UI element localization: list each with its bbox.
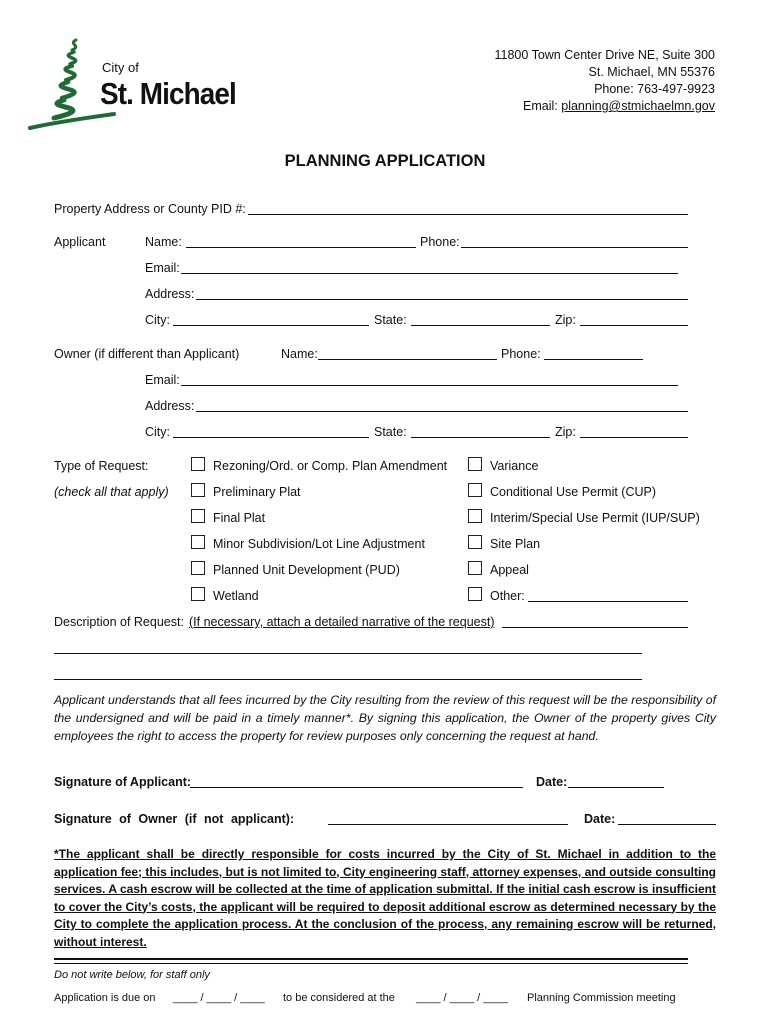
applicant-date-field[interactable] xyxy=(568,787,664,788)
checkbox-site-plan[interactable] xyxy=(468,535,482,549)
checkbox-appeal[interactable] xyxy=(468,561,482,575)
owner-email-field[interactable] xyxy=(181,385,678,386)
other-input-line[interactable] xyxy=(528,601,688,602)
option-variance-label: Variance xyxy=(490,459,539,473)
owner-signature-label: Signature of Owner (if not applicant): xyxy=(54,812,295,826)
logo-name: St. Michael xyxy=(100,76,236,111)
property-label: Property Address or County PID #: xyxy=(54,202,246,216)
applicant-phone-label: Phone: xyxy=(420,235,460,249)
description-hint: (If necessary, attach a detailed narrative of the request) xyxy=(189,615,495,629)
owner-email-label: Email: xyxy=(145,373,180,387)
checkbox-variance[interactable] xyxy=(468,457,482,471)
owner-city-field[interactable] xyxy=(173,437,369,438)
checkbox-final-plat[interactable] xyxy=(191,509,205,523)
option-other-label: Other: xyxy=(490,589,525,603)
checkbox-other[interactable] xyxy=(468,587,482,601)
owner-signature-field[interactable] xyxy=(328,824,568,825)
applicant-name-field[interactable] xyxy=(186,247,416,248)
option-iup-sup-label: Interim/Special Use Permit (IUP/SUP) xyxy=(490,511,700,525)
owner-state-label: State: xyxy=(374,425,407,439)
staff-due-label: Application is due on xyxy=(54,992,156,1004)
applicant-city-field[interactable] xyxy=(173,325,369,326)
owner-phone-label: Phone: xyxy=(501,347,541,361)
option-site-plan-label: Site Plan xyxy=(490,537,541,551)
acknowledgement-text: Applicant understands that all fees incurred by the City resulting from the review of this request will be the responsibility of the undersigned and will be paid in a timely manner*. By signing this application, the Owner of the property gives City employees the right to access the property for review purposes only concerning the request at hand. xyxy=(54,693,716,743)
staff-date-blank-1[interactable]: ____ / ____ / ____ xyxy=(173,992,265,1004)
contact-email-link[interactable]: planning@stmichaelmn.gov xyxy=(561,99,715,113)
applicant-zip-field[interactable] xyxy=(580,325,688,326)
option-minor-subdivision-label: Minor Subdivision/Lot Line Adjustment xyxy=(213,537,425,551)
applicant-state-field[interactable] xyxy=(411,325,550,326)
applicant-city-label: City: xyxy=(145,313,170,327)
checkbox-minor-subdivision[interactable] xyxy=(191,535,205,549)
property-input-line[interactable] xyxy=(248,214,688,215)
request-check-hint: (check all that apply) xyxy=(54,485,169,499)
owner-address-label: Address: xyxy=(145,399,195,413)
staff-date-blank-2[interactable]: ____ / ____ / ____ xyxy=(416,992,508,1004)
owner-zip-label: Zip: xyxy=(555,425,576,439)
applicant-state-label: State: xyxy=(374,313,407,327)
logo-city-of: City of xyxy=(102,60,139,75)
contact-block xyxy=(495,47,716,115)
checkbox-preliminary-plat[interactable] xyxy=(191,483,205,497)
description-label: Description of Request: xyxy=(54,615,184,629)
checkbox-wetland[interactable] xyxy=(191,587,205,601)
owner-name-label: Name: xyxy=(281,347,318,361)
owner-address-field[interactable] xyxy=(196,411,688,412)
applicant-name-label: Name: xyxy=(145,235,182,249)
owner-section-label: Owner (if different than Applicant) xyxy=(54,347,240,361)
option-appeal-label: Appeal xyxy=(490,563,529,577)
description-line-1[interactable] xyxy=(502,627,688,628)
option-pud-label: Planned Unit Development (PUD) xyxy=(213,563,400,577)
option-wetland-label: Wetland xyxy=(213,589,259,603)
option-rezoning-label: Rezoning/Ord. or Comp. Plan Amendment xyxy=(213,459,448,473)
owner-date-label: Date: xyxy=(584,812,616,826)
checkbox-pud[interactable] xyxy=(191,561,205,575)
contact-email-row xyxy=(495,98,716,115)
contact-address-1: 11800 Town Center Drive NE, Suite 300 xyxy=(494,48,715,62)
applicant-signature-field[interactable] xyxy=(190,787,523,788)
contact-address-2: St. Michael, MN 55376 xyxy=(588,65,715,79)
request-type-label: Type of Request: xyxy=(54,459,149,473)
checkbox-iup-sup[interactable] xyxy=(468,509,482,523)
option-final-plat-label: Final Plat xyxy=(213,511,266,525)
owner-zip-field[interactable] xyxy=(580,437,688,438)
applicant-section-label: Applicant xyxy=(54,235,106,249)
contact-email-label: Email: xyxy=(523,99,562,113)
staff-note: Do not write below, for staff only xyxy=(54,969,210,981)
applicant-email-label: Email: xyxy=(145,261,180,275)
applicant-zip-label: Zip: xyxy=(555,313,576,327)
applicant-address-field[interactable] xyxy=(196,299,688,300)
staff-divider xyxy=(54,958,688,964)
description-line-2[interactable] xyxy=(54,653,642,654)
option-cup-label: Conditional Use Permit (CUP) xyxy=(490,485,657,499)
option-preliminary-plat-label: Preliminary Plat xyxy=(213,485,301,499)
owner-date-field[interactable] xyxy=(618,824,716,825)
owner-phone-field[interactable] xyxy=(544,359,643,360)
checkbox-rezoning[interactable] xyxy=(191,457,205,471)
applicant-phone-field[interactable] xyxy=(461,247,688,248)
page-title: PLANNING APPLICATION xyxy=(284,152,486,170)
applicant-email-field[interactable] xyxy=(181,273,678,274)
checkbox-cup[interactable] xyxy=(468,483,482,497)
description-line-3[interactable] xyxy=(54,679,642,680)
applicant-signature-label: Signature of Applicant: xyxy=(54,775,192,789)
staff-considered-label: to be considered at the xyxy=(283,992,395,1004)
applicant-date-label: Date: xyxy=(536,775,568,789)
owner-name-field[interactable] xyxy=(318,359,497,360)
applicant-address-label: Address: xyxy=(145,287,195,301)
staff-meeting-label: Planning Commission meeting xyxy=(527,992,676,1004)
owner-state-field[interactable] xyxy=(411,437,550,438)
city-logo xyxy=(26,36,251,132)
fee-notice-text: *The applicant shall be directly responsible for costs incurred by the City of St. Michael in addition to the application fee; this includes, but is not limited to, City engineering staff, attorney expenses, and outside consulting services. A cash escrow will be collected at the time of application submittal. If the initial cash escrow is insufficient to cover the City’s costs, the applicant will be required to deposit additional escrow as determined necessary by the City to complete the application process. At the conclusion of the process, any remaining escrow will be returned, without interest. xyxy=(54,847,716,949)
owner-city-label: City: xyxy=(145,425,170,439)
contact-phone: Phone: 763-497-9923 xyxy=(594,82,715,96)
